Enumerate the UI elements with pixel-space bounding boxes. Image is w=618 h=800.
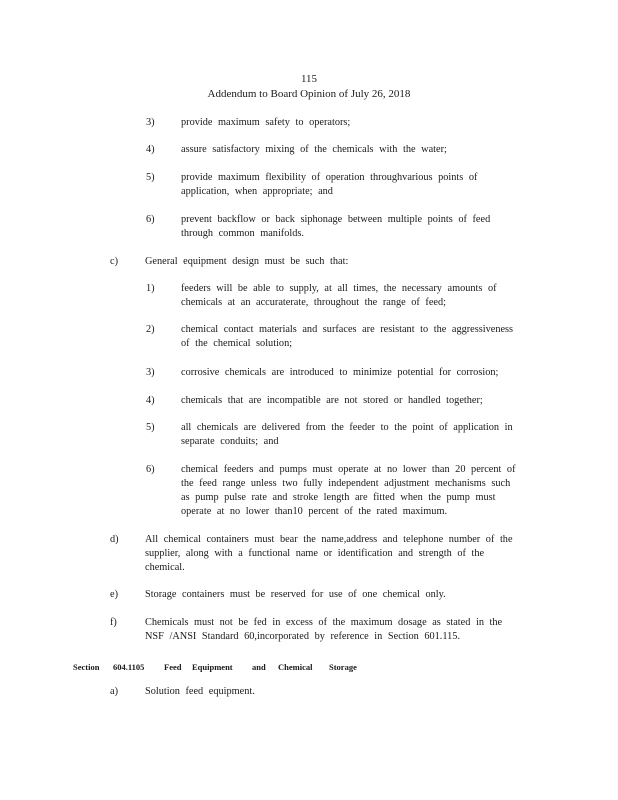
- item-line: chemical feeders and pumps must operate at no lower than 20 percent of: [181, 464, 516, 475]
- item-line: chemicals at an accuraterate, throughout the range of feed;: [181, 297, 446, 308]
- item-line: supplier, along with a functional name or identification and strength of the: [145, 548, 485, 559]
- item-line: chemicals that are incompatible are not stored or handled together;: [181, 395, 483, 406]
- item-label: f): [110, 617, 117, 628]
- section-title-word: Equipment: [192, 662, 233, 672]
- item-line: all chemicals are delivered from the feeder to the point of application in: [181, 422, 513, 433]
- item-line: separate conduits; and: [181, 436, 279, 447]
- item-label: 4): [146, 395, 155, 406]
- item-label: 4): [146, 144, 155, 155]
- page-number: 115: [300, 73, 318, 85]
- item-line: provide maximum safety to operators;: [181, 117, 351, 128]
- section-title-word: Chemical: [278, 662, 313, 672]
- item-label: 6): [146, 214, 155, 225]
- section-title-word: Feed: [164, 662, 182, 672]
- item-line: chemical.: [145, 562, 185, 573]
- item-line: chemical contact materials and surfaces are resistant to the aggressiveness: [181, 324, 514, 335]
- item-label: 3): [146, 117, 155, 128]
- item-line: All chemical containers must bear the name,address and telephone number of the: [145, 534, 513, 545]
- item-line: Storage containers must be reserved for use of one chemical only.: [145, 589, 446, 600]
- item-line: the feed range unless two fully independent adjustment mechanisms such: [181, 478, 511, 489]
- item-label: 1): [146, 283, 155, 294]
- item-line: through common manifolds.: [181, 228, 304, 239]
- item-label: c): [110, 256, 118, 267]
- item-label: a): [110, 686, 118, 697]
- item-line: Solution feed equipment.: [145, 686, 255, 697]
- item-label: d): [110, 534, 119, 545]
- item-label: 2): [146, 324, 155, 335]
- item-line: assure satisfactory mixing of the chemicals with the water;: [181, 144, 447, 155]
- item-line: NSF /ANSI Standard 60,incorporated by reference in Section 601.115.: [145, 631, 461, 642]
- item-line: as pump pulse rate and stroke length are fitted when the pump must: [181, 492, 496, 503]
- section-number: 604.1105: [113, 662, 145, 672]
- item-label: 5): [146, 422, 155, 433]
- item-line: corrosive chemicals are introduced to minimize potential for corrosion;: [181, 367, 499, 378]
- item-line: provide maximum flexibility of operation throughvarious points of: [181, 172, 478, 183]
- page-subtitle: Addendum to Board Opinion of July 26, 2018: [207, 88, 411, 100]
- section-title-word: Storage: [329, 662, 357, 672]
- item-line: Chemicals must not be fed in excess of the maximum dosage as stated in the: [145, 617, 503, 628]
- section-title-word: and: [252, 662, 266, 672]
- item-line: operate at no lower than10 percent of the rated maximum.: [181, 506, 448, 517]
- item-line: feeders will be able to supply, at all times, the necessary amounts of: [181, 283, 497, 294]
- item-line: General equipment design must be such that:: [145, 256, 349, 267]
- item-label: 3): [146, 367, 155, 378]
- item-label: 6): [146, 464, 155, 475]
- item-label: 5): [146, 172, 155, 183]
- item-label: e): [110, 589, 118, 600]
- section-word: Section: [73, 662, 100, 672]
- item-line: application, when appropriate; and: [181, 186, 333, 197]
- item-line: prevent backflow or back siphonage between multiple points of feed: [181, 214, 491, 225]
- item-line: of the chemical solution;: [181, 338, 293, 349]
